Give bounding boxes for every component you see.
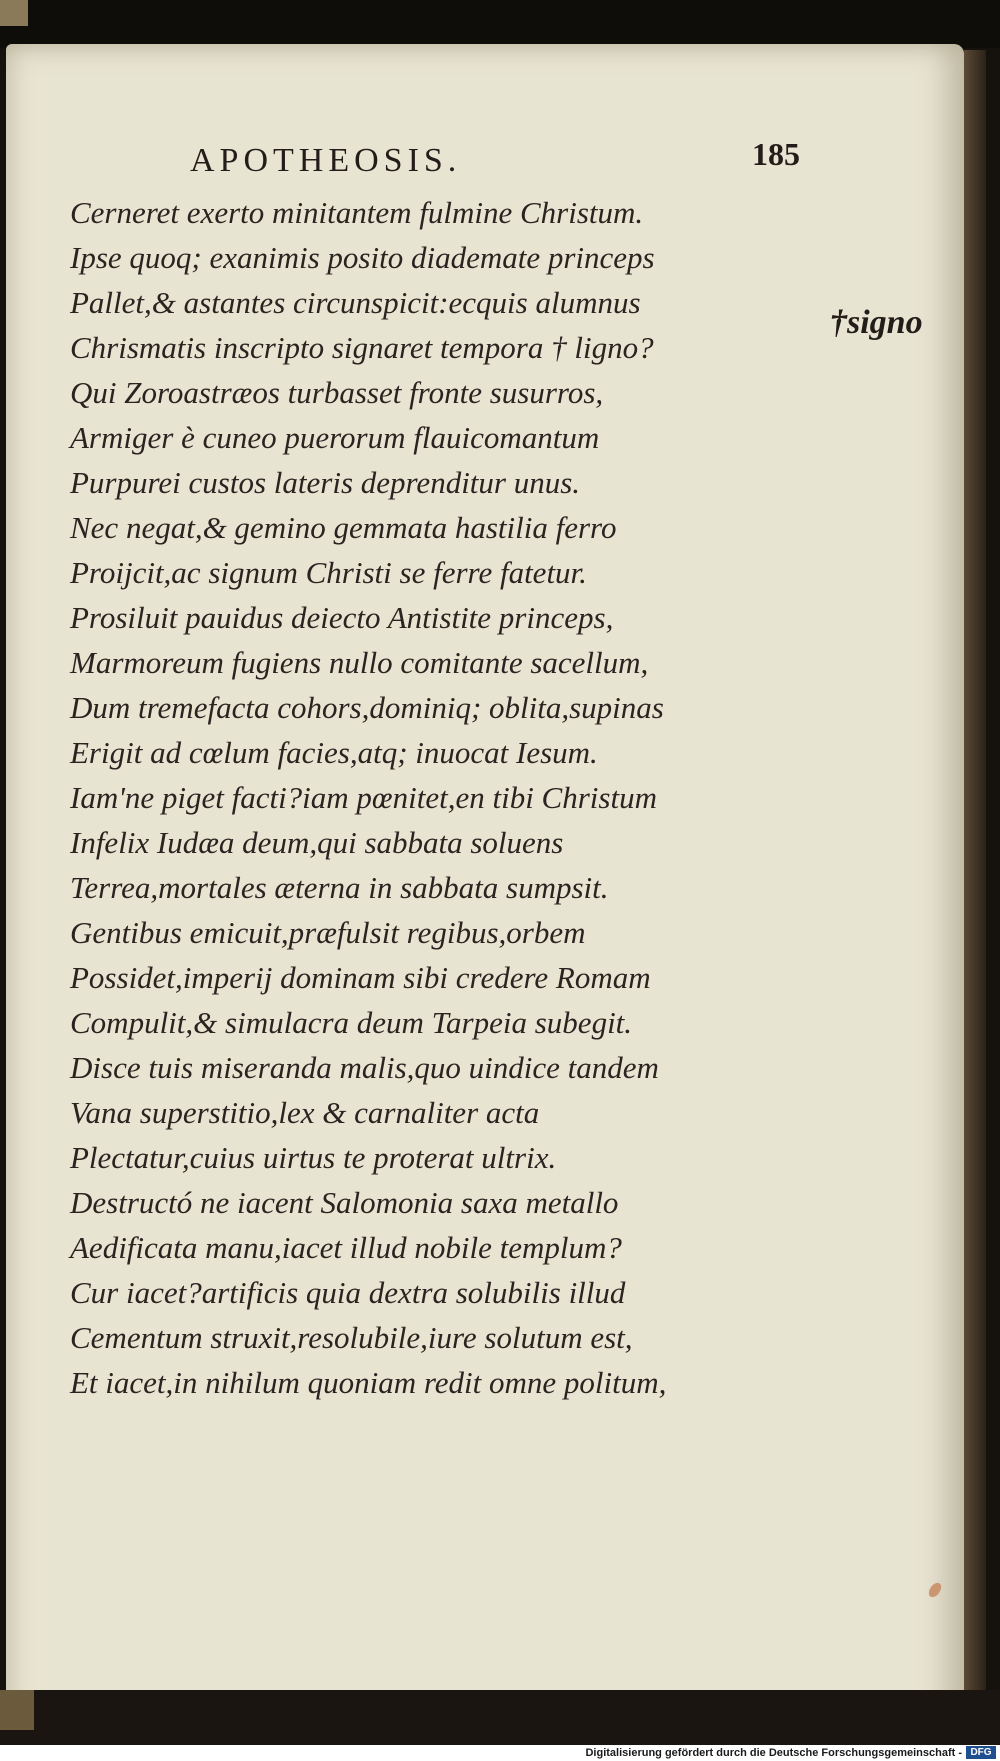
verse-line: Cementum struxit,resolubile,iure solutum est,: [70, 1320, 633, 1355]
verse-line: Infelix Iudæa deum,qui sabbata soluens: [70, 825, 564, 860]
running-head: APOTHEOSIS.: [190, 142, 462, 179]
dfg-logo: DFG: [966, 1746, 996, 1759]
scan-background-top: [0, 0, 1000, 48]
verse-line: Erigit ad cœlum facies,atq; inuocat Iesum.: [70, 735, 598, 770]
verse-line: Disce tuis miseranda malis,quo uindice tandem: [70, 1050, 659, 1085]
footer-credit: Digitalisierung gefördert durch die Deutsche Forschungsgemeinschaft -: [585, 1747, 962, 1759]
verse-line: Chrismatis inscripto signaret tempora † ligno?: [70, 330, 654, 365]
corner-stain-bottom: [0, 1690, 34, 1730]
verse-line: Compulit,& simulacra deum Tarpeia subegit.: [70, 1005, 633, 1040]
verse-line: Gentibus emicuit,præfulsit regibus,orbem: [70, 915, 586, 950]
digitization-footer: [0, 1745, 1000, 1761]
verse-line: Cur iacet?artificis quia dextra solubilis illud: [70, 1275, 626, 1310]
verse-line: Qui Zoroastræos turbasset fronte susurros,: [70, 375, 604, 410]
verse-line: Et iacet,in nihilum quoniam redit omne politum,: [70, 1365, 667, 1400]
verse-line: Plectatur,cuius uirtus te proterat ultrix.: [70, 1140, 557, 1175]
verse-line: Terrea,mortales æterna in sabbata sumpsit.: [70, 870, 609, 905]
verse-line: Pallet,& astantes circunspicit:ecquis alumnus: [70, 285, 641, 320]
verse-line: Marmoreum fugiens nullo comitante sacellum,: [70, 645, 649, 680]
verse-line: Aedificata manu,iacet illud nobile templum?: [70, 1230, 622, 1265]
verse-block: [70, 190, 770, 1405]
verse-line: Armiger è cuneo puerorum flauicomantum: [70, 420, 600, 455]
verse-line: Proijcit,ac signum Christi se ferre fatetur.: [70, 555, 587, 590]
verse-line: Cerneret exerto minitantem fulmine Christum.: [70, 195, 644, 230]
corner-stain-top: [0, 0, 28, 26]
verse-line: Purpurei custos lateris deprenditur unus.: [70, 465, 581, 500]
margin-note: †signo: [830, 304, 923, 341]
verse-line: Ipse quoq; exanimis posito diademate princeps: [70, 240, 655, 275]
verse-line: Destructó ne iacent Salomonia saxa metallo: [70, 1185, 619, 1220]
verse-line: Dum tremefacta cohors,dominiq; oblita,supinas: [70, 690, 664, 725]
scan-background-bottom: [0, 1690, 1000, 1745]
page-edge: [964, 50, 986, 1690]
verse-line: Possidet,imperij dominam sibi credere Romam: [70, 960, 651, 995]
verse-line: Iam'ne piget facti?iam pœnitet,en tibi Christum: [70, 780, 657, 815]
verse-line: Prosiluit pauidus deiecto Antistite princeps,: [70, 600, 614, 635]
verse-line: Nec negat,& gemino gemmata hastilia ferro: [70, 510, 617, 545]
page-number: 185: [752, 136, 800, 172]
verse-line: Vana superstitio,lex & carnaliter acta: [70, 1095, 540, 1130]
